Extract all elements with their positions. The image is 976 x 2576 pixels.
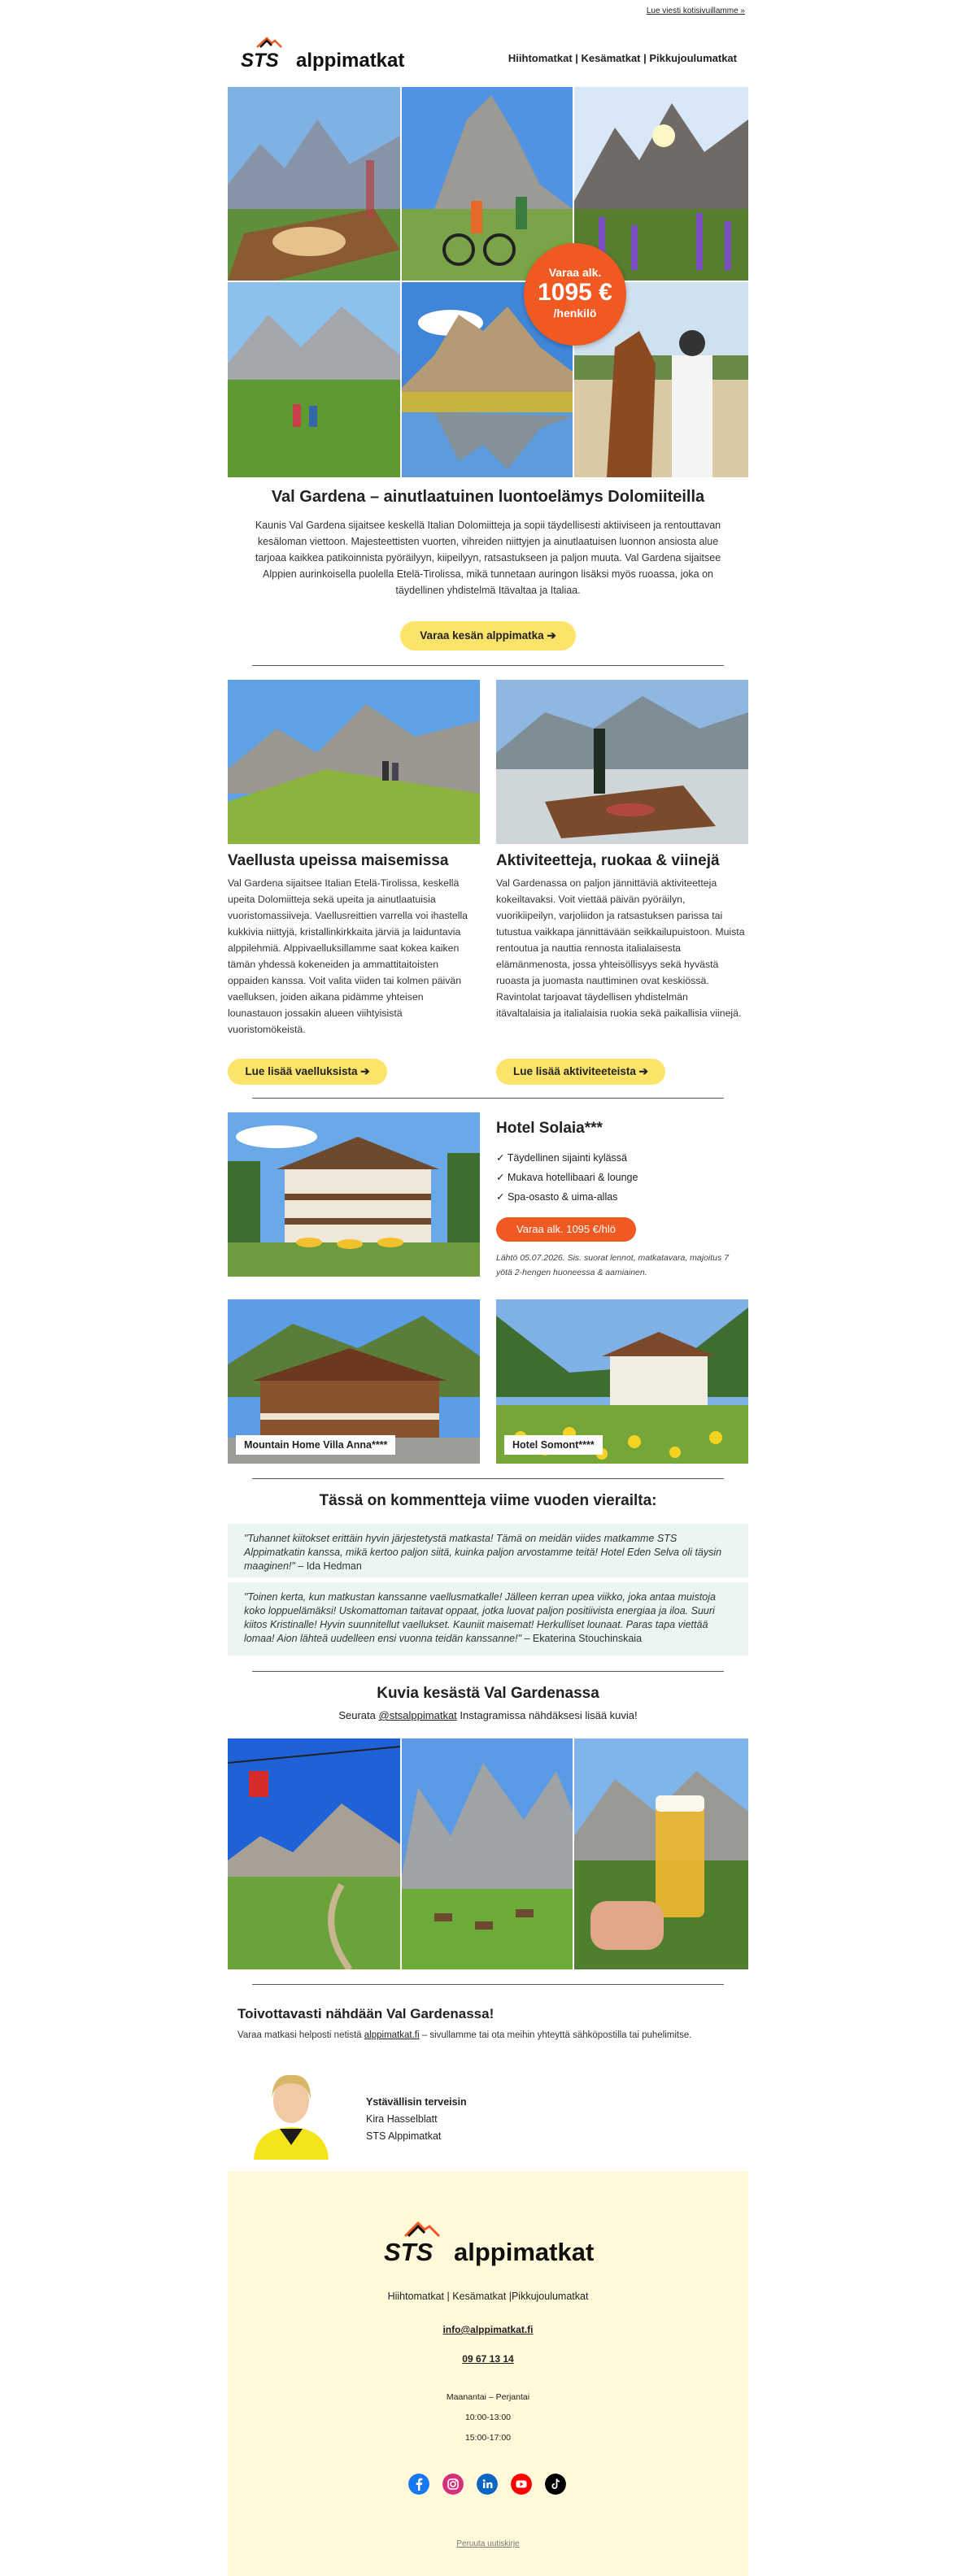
hiking-photo	[228, 680, 480, 844]
instagram-title: Kuvia kesästä Val Gardenassa	[377, 1685, 599, 1702]
review-author: – Ekaterina Stouchinskaia	[521, 1633, 643, 1644]
instagram-handle-link[interactable]: @stsalppimatkat	[378, 1709, 457, 1721]
review-author: – Ida Hedman	[294, 1560, 362, 1572]
book-summer-trip-button[interactable]: Varaa kesän alppimatka ➔	[400, 621, 576, 651]
hotel-solaia-photo[interactable]	[228, 1112, 480, 1277]
opening-days: Maanantai – Perjantai	[446, 2392, 530, 2402]
logo-sts-text: STS	[241, 50, 279, 72]
review-card	[228, 1524, 748, 1577]
divider	[252, 1478, 724, 1479]
header	[228, 34, 748, 75]
hotel-features	[496, 1148, 638, 1207]
hiking-read-more-button[interactable]: Lue lisää vaelluksista ➔	[228, 1059, 387, 1085]
footer-brand-logo[interactable]	[382, 2220, 594, 2269]
review-quote: "Toinen kerta, kun matkustan kanssanne vaellusmatkalle! Jälleen kerran upea viikko, joka antaa muistoja koko loppuelämäksi! Uskomattoman taitavat oppaat, jotka luovat paljon positiivista energiaa ja iloa. Suuri kiitos Kristinalle! Hyvin suunnitellut vaellukset. Kauniit maisemat! Herkulliset lounaat. Paras tapa viettää lomaa! Aion lähteä uudelleen ensi vuonna teidän kanssanne!"	[244, 1591, 716, 1644]
activities-text: Val Gardenassa on paljon jännittäviä aktiviteetteja kokeiltavaksi. Voit viettää päivän pyöräilyn, vuorikiipeilyn, varjoliidon ja ratsastuksen parissa tai tutustua vaikkapa jännittävään seikkailupuistoon. Muista rentoutua ja nauttia rennosta italialaisesta elämänmenosta, jossa yhteisöllisyys sekä hyvästä ruoasta ja juomasta nauttiminen ovat keskiössä. Ravintolat tarjoavat täydellisen yhdistelmän itävaltalaisia ja italialaisia ruokia sekä paikallisia viinejä.	[496, 877, 745, 1019]
opening-hours-afternoon: 15:00-17:00	[464, 2433, 512, 2443]
unsubscribe-link[interactable]: Peruuta uutiskirje	[456, 2539, 520, 2548]
hotel-note: Lähtö 05.07.2026. Sis. suorat lennot, matkatavara, majoitus 7 yötä 2-hengen huoneessa & aamiainen.	[496, 1253, 730, 1277]
instagram-icon[interactable]	[442, 2474, 464, 2495]
hotel-title: Hotel Solaia***	[496, 1120, 603, 1137]
hiking-text: Val Gardena sijaitsee Italian Etelä-Tirolissa, keskellä upeita Dolomiitteja sekä upeita ja ainutlaatuisia vuoristomassiiveja. Vaellusreittien varrella voi ihastella kukkivia niittyjä, kristallinkirkkaita järviä ja laiduntavia alppilehmiä. Alppivaelluksillamme saat kokea kaiken tämän yhdessä kokeneiden ja ammattitaitoisten oppaiden kanssa. Voit valita viiden tai kolmen päivän vaelluksen, joiden aikana pidämme yhteisen lounastauon jossakin alueen viihtyisistä vuoristomökeistä.	[228, 877, 468, 1035]
outro-title: Toivottavasti nähdään Val Gardenassa!	[237, 2006, 495, 2021]
instagram-photo-beer[interactable]	[574, 1738, 748, 1969]
hero-gallery	[228, 87, 748, 477]
activities-title: Aktiviteetteja, ruokaa & viinejä	[496, 852, 720, 869]
hiking-title: Vaellusta upeissa maisemissa	[228, 852, 449, 869]
signature-greeting: Ystävällisin terveisin	[366, 2096, 467, 2108]
follow-prefix: Seurata	[338, 1709, 379, 1721]
follow-suffix: Instagramissa nähdäksesi lisää kuvia!	[456, 1709, 638, 1721]
intro-title: Val Gardena – ainutlaatuinen luontoelämys Dolomiiteilla	[271, 488, 705, 506]
footer-phone-link[interactable]: 09 67 13 14	[462, 2353, 514, 2365]
badge-price: 1095 €	[538, 279, 612, 306]
food-wine-photo	[496, 680, 748, 844]
footer-logo-sts-text: STS	[384, 2238, 434, 2266]
instagram-photo-cablecar[interactable]	[228, 1738, 400, 1969]
divider	[252, 1098, 724, 1099]
review-quote: "Tuhannet kiitokset erittäin hyvin järjestetystä matkasta! Tämä on meidän viides matkamme STS Alppimatkatin kanssa, mikä kertoo paljon siitä, kuinka paljon arvostamme teitä! Hotel Eden Selva oli täysin maaginen!"	[244, 1533, 722, 1572]
footer-email-link[interactable]: info@alppimatkat.fi	[442, 2324, 534, 2335]
signature-company: STS Alppimatkat	[366, 2130, 442, 2142]
footer-logo-name-text: alppimatkat	[454, 2238, 594, 2266]
hotel-somont-label: Hotel Somont****	[504, 1435, 603, 1455]
outro-text	[237, 2030, 691, 2040]
tiktok-icon[interactable]	[545, 2474, 566, 2495]
signature	[366, 2094, 467, 2145]
view-online-link[interactable]: Lue viesti kotisivuillamme »	[646, 7, 745, 15]
review-card	[228, 1582, 748, 1656]
website-link[interactable]: alppimatkat.fi	[364, 2030, 420, 2040]
badge-label: Varaa alk.	[548, 266, 602, 279]
outro-prefix: Varaa matkasi helposti netistä	[237, 2030, 364, 2040]
hotel-feature: ✓ Mukava hotellibaari & lounge	[496, 1172, 638, 1183]
email-container	[228, 0, 748, 2576]
hero-photo-meadow	[228, 282, 400, 477]
intro-text: Kaunis Val Gardena sijaitsee keskellä Italian Dolomiitteja ja sopii täydellisesti aktiiviseen ja rentouttavan kesäloman viettoon. Majesteettisten vuorten, vihreiden niittyjen ja ainutlaatuisen luonnon ansiosta alue tarjoaa kaikkea patikoinnista pyöräilyyn, kiipeilyyn, ratsastukseen ja paljon muuta. Val Gardena sijaitsee Alppien aurinkoisella puolella Etelä-Tirolissa, mikä tunnetaan auringon lisäksi myös ruoassa, joka on täydellinen yhdistelmä Itävaltaa ja Italiaa.	[255, 520, 721, 596]
youtube-icon[interactable]	[511, 2474, 532, 2495]
badge-unit: /henkilö	[553, 307, 597, 320]
instagram-follow-text	[228, 1709, 748, 1721]
signature-name: Kira Hasselblatt	[366, 2113, 438, 2125]
opening-hours	[228, 2387, 748, 2448]
divider	[252, 1984, 724, 1985]
linkedin-icon[interactable]	[477, 2474, 498, 2495]
hotel-feature: ✓ Spa-osasto & uima-allas	[496, 1191, 618, 1203]
logo-name-text: alppimatkat	[296, 50, 405, 72]
book-hotel-button[interactable]: Varaa alk. 1095 €/hlö	[496, 1217, 636, 1242]
activities-read-more-button[interactable]: Lue lisää aktiviteeteista ➔	[496, 1059, 665, 1085]
social-links	[408, 2474, 568, 2496]
footer	[228, 2171, 748, 2576]
header-nav[interactable]: Hiihtomatkat | Kesämatkat | Pikkujoulumatkat	[508, 52, 737, 64]
hero-photo-picnic	[228, 87, 400, 281]
reviews-title: Tässä on kommentteja viime vuoden vierailta:	[319, 1492, 657, 1509]
outro-suffix: – sivullamme tai ota meihin yhteyttä sähköpostilla tai puhelimitse.	[419, 2030, 692, 2040]
footer-nav[interactable]: Hiihtomatkat | Kesämatkat |Pikkujoulumatkat	[387, 2291, 589, 2302]
divider	[252, 665, 724, 666]
villa-anna-label: Mountain Home Villa Anna****	[236, 1435, 395, 1455]
price-badge[interactable]	[524, 243, 626, 346]
avatar	[246, 2064, 337, 2160]
hotel-feature: ✓ Täydellinen sijainti kylässä	[496, 1152, 628, 1164]
facebook-icon[interactable]	[408, 2474, 429, 2495]
brand-logo[interactable]	[239, 36, 410, 73]
instagram-photo-cows[interactable]	[402, 1738, 573, 1969]
divider	[252, 1671, 724, 1672]
opening-hours-morning: 10:00-13:00	[464, 2413, 512, 2422]
